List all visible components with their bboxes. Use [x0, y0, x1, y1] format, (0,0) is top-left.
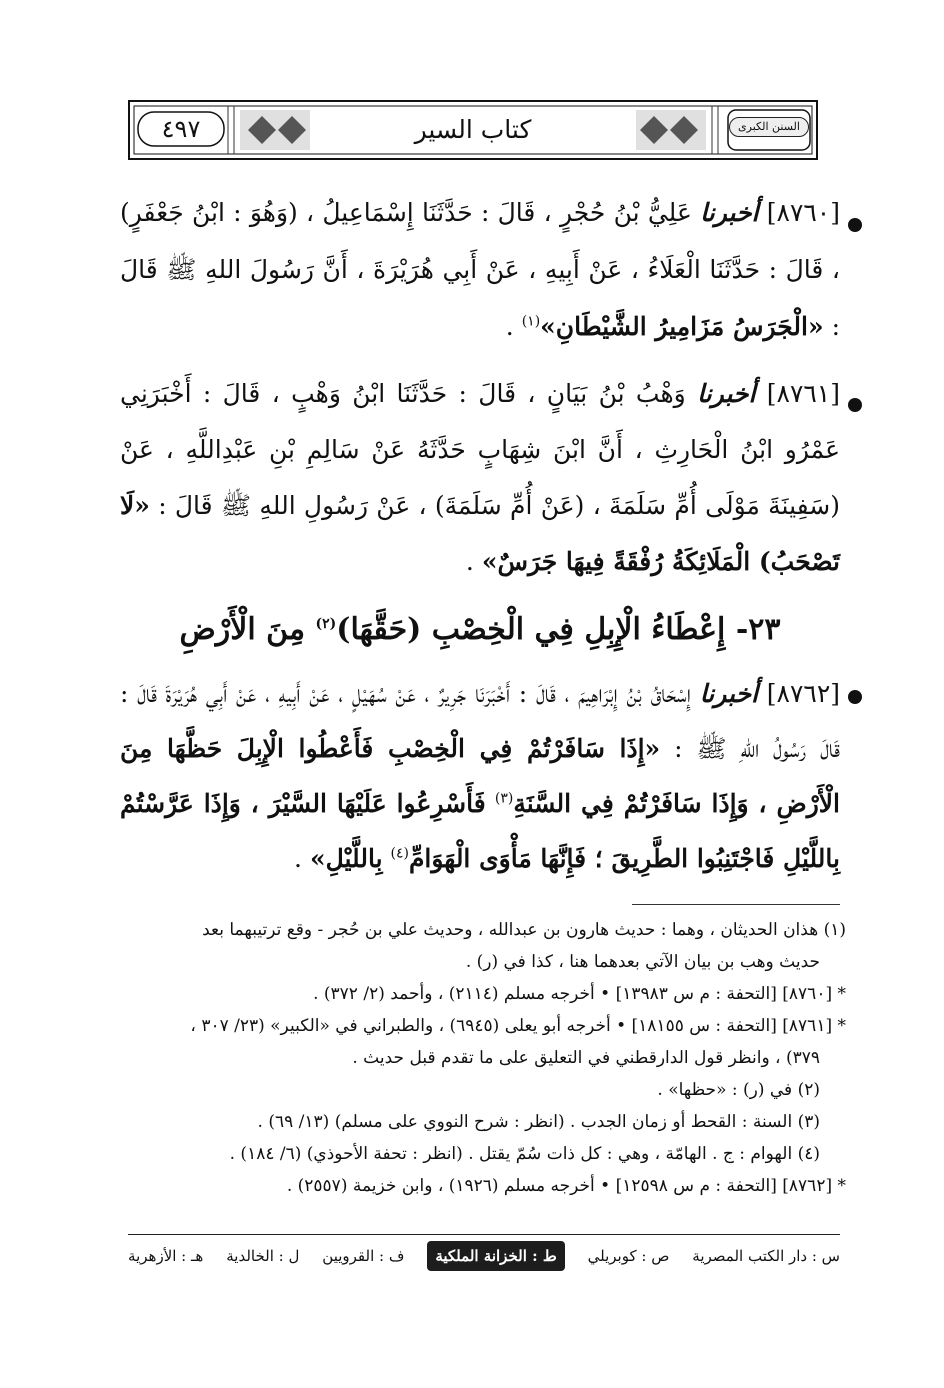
hadith-8761 — [120, 366, 840, 590]
legend-item: ف : القرويين — [322, 1247, 405, 1265]
takhrij-note: * [٨٧٦٢] [التحفة : م س ١٢٥٩٨] • أخرجه مسلم (١٩٢٦) ، وابن خزيمة (٢٥٥٧) . — [286, 1176, 846, 1196]
hadith-end: . — [505, 312, 514, 341]
legend-item: ل : الخالدية — [226, 1247, 300, 1265]
takhrij-note: * [٨٧٦٠] [التحفة : م س ١٣٩٨٣] • أخرجه مسلم (٢١١٤) ، وأحمد (٢/ ٣٧٢) . — [313, 984, 846, 1004]
hadith-verb: أخبرنا — [699, 679, 759, 708]
hadith-isnad: عَلِيُّ بْنُ حُجْرٍ ، قَالَ : حَدَّثَنَا إِسْمَاعِيلُ ، (وَهُوَ : ابْنُ جَعْفَرٍ) ، قَالَ : حَدَّثَنَا الْعَلَاءُ ، عَنْ أَبِيهِ ، عَنْ أَبِي هُرَيْرَةَ ، أَنَّ رَسُولَ اللهِ ﷺ قَالَ : — [120, 198, 840, 341]
takhrij-note: * [٨٧٦١] [التحفة : س ١٨١٥٥] • أخرجه أبو يعلى (٦٩٤٥) ، والطبراني في «الكبير» (٢٣/ ٣٠٧ ، — [190, 1016, 846, 1036]
chapter-title: ٢٣- إِعْطَاءُ الْإِبِلِ فِي الْخِصْبِ (حَقَّهَا) — [336, 612, 781, 647]
footnote-ref: (١) — [521, 313, 541, 330]
footnote: (١) هذان الحديثان ، وهما : حديث هارون بن عبدالله ، وحديث علي بن حُجر - وقع ترتيبهما بعد — [202, 920, 846, 940]
book-title: كتاب السير — [414, 115, 532, 144]
hadith-end: . — [294, 844, 302, 873]
bottom-separator — [128, 1234, 840, 1235]
book-emblem — [728, 110, 810, 150]
hadith-matn: فَأَسْرِعُوا عَلَيْهَا السَّيْرَ ، وَإِذَا عَرَّسْتُمْ بِاللَّيْلِ فَاجْتَنِبُوا الطَّرِيقَ ؛ فَإِنَّهَا مَأْوَى الْهَوَامِّ — [120, 789, 840, 873]
bullet-icon — [848, 218, 862, 232]
hadith-verb: أخبرنا — [697, 379, 756, 408]
bullet-icon — [848, 690, 862, 704]
hadith-number: [٨٧٦١] — [766, 379, 840, 408]
hadith-isnad: إِسْحَاقُ بْنُ إِبْرَاهِيمَ ، قَالَ : أَخْبَرَنَا جَرِيرٌ ، عَنْ سُهَيْلٍ ، عَنْ أَبِيهِ ، عَنْ أَبِي هُرَيْرَةَ قَالَ : قَالَ رَسُولُ اللهِ ﷺ : — [120, 679, 841, 763]
legend-item: ص : كوبريلي — [587, 1247, 670, 1265]
footnote: (٢) في (ر) : «حظها» . — [657, 1080, 820, 1100]
hadith-end: . — [465, 547, 474, 576]
footnote-ref: (٢) — [315, 616, 337, 632]
hadith-isnad: وَهْبُ بْنُ بَيَانٍ ، قَالَ : حَدَّثَنَا ابْنُ وَهْبٍ ، قَالَ : أَخْبَرَنِي عَمْرُو ابْنُ الْحَارِثِ ، أَنَّ ابْنَ شِهَابٍ حَدَّثَهُ عَنْ سَالِمِ بْنِ عَبْدِاللَّهِ ، عَنْ (سَفِينَةَ مَوْلَى أُمِّ سَلَمَةَ ، (عَنْ أُمِّ سَلَمَةَ) ، عَنْ رَسُولِ اللهِ ﷺ قَالَ : — [120, 379, 840, 520]
footnote: (٤) الهوام : ج . الهامّة ، وهي : كل ذات سُمّ يقتل . (انظر : تحفة الأحوذي) (٦/ ١٨٤) . — [229, 1144, 820, 1164]
legend-item: هـ : الأزهرية — [128, 1247, 204, 1265]
hadith-number: [٨٧٦٢] — [766, 679, 841, 708]
footnote-continuation: ٣٧٩) ، وانظر قول الدارقطني في التعليق على ما تقدم قبل حديث . — [352, 1048, 820, 1068]
footnote-ref: (٣) — [494, 790, 514, 807]
bullet-icon — [848, 398, 862, 412]
hadith-verb: أخبرنا — [700, 198, 759, 227]
hadith-number: [٨٧٦٠] — [766, 198, 840, 227]
footnote-ref: (٤) — [390, 845, 409, 862]
hadith-8760 — [120, 184, 840, 355]
chapter-heading — [120, 600, 840, 660]
footnotes — [120, 914, 846, 1202]
hadith-8762 — [120, 666, 840, 886]
page-header — [128, 100, 818, 160]
footnote: (٣) السنة : القحط أو زمان الجدب . (انظر : شرح النووي على مسلم) (١٣/ ٦٩) . — [257, 1112, 820, 1132]
page-number: ٤٩٧ — [161, 115, 201, 143]
hadith-matn: «إِذَا سَافَرْتُمْ فِي الْخِصْبِ فَأَعْطُوا الْإِبِلَ حَظَّهَا مِنَ الْأَرْضِ ، وَإِذَا سَافَرْتُمْ فِي السَّنَةِ — [120, 734, 840, 818]
footnote-separator — [632, 904, 840, 905]
manuscript-legend — [128, 1241, 840, 1271]
legend-item: س : دار الكتب المصرية — [692, 1247, 840, 1265]
hadith-matn: بِاللَّيْلِ» — [309, 844, 383, 873]
legend-item-highlighted: ط : الخزانة الملكية — [427, 1241, 564, 1271]
hadith-matn: «الْجَرَسُ مَزَامِيرُ الشَّيْطَانِ» — [540, 312, 824, 341]
emblem-text: السنن الكبرى — [729, 117, 809, 137]
chapter-title-tail: مِنَ الْأَرْضِ — [179, 612, 306, 647]
hadith-matn: «لَا تَصْحَبُ) الْمَلَائِكَةُ رُفْقَةً فِيهَا جَرَسٌ» — [120, 491, 840, 576]
footnote-continuation: حديث وهب بن بيان الآتي بعدهما هنا ، كذا في (ر) . — [465, 952, 820, 972]
